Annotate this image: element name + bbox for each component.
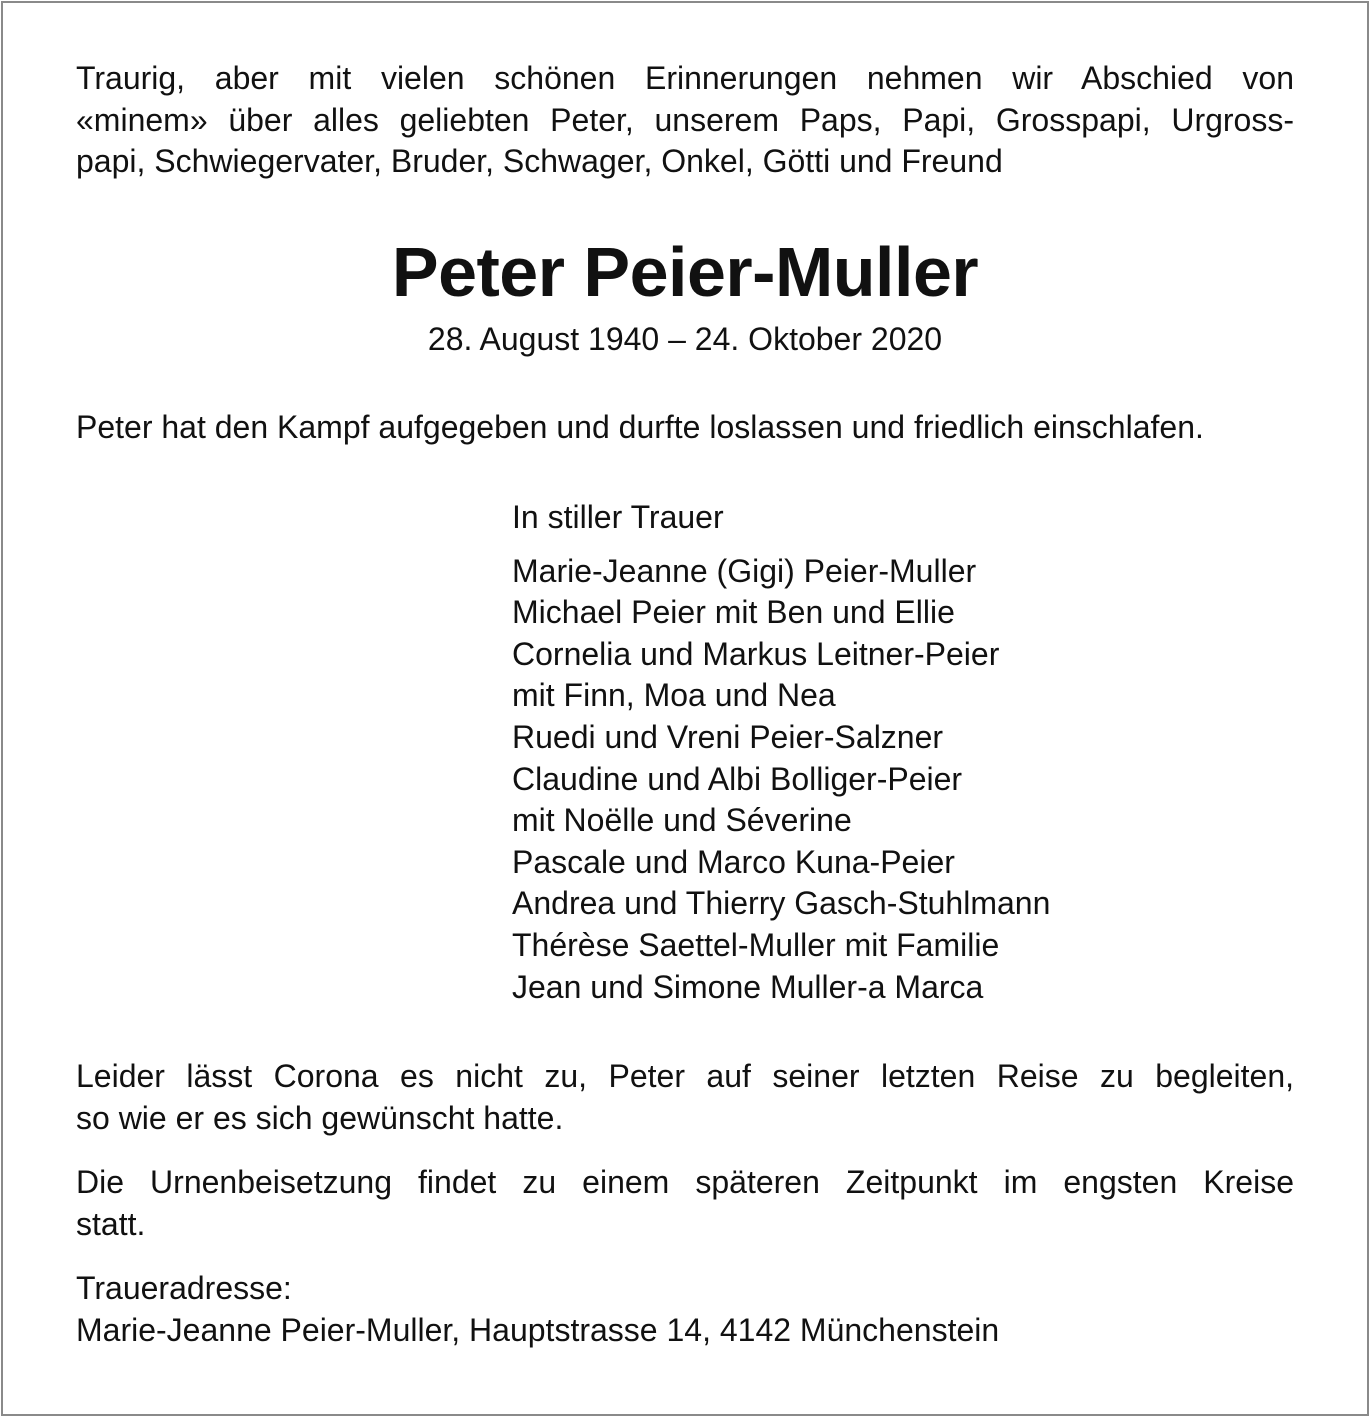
mourner-name: Jean und Simone Muller-a Marca bbox=[512, 968, 984, 1005]
mourner-name: Andrea und Thierry Gasch-Stuhlmann bbox=[512, 885, 1051, 922]
burial-paragraph bbox=[76, 1162, 1294, 1245]
mourner-name: Cornelia und Markus Leitner-Peier bbox=[512, 635, 1000, 672]
intro-line: papi, Schwiegervater, Bruder, Schwager, Onkel, Götti und Freund bbox=[76, 143, 1003, 179]
statement-text: Peter hat den Kampf aufgegeben und durfte loslassen und friedlich einschlafen. bbox=[76, 409, 1204, 445]
mourner-name: Thérèse Saettel-Muller mit Familie bbox=[512, 926, 1000, 963]
mourner-name: mit Finn, Moa und Nea bbox=[512, 677, 836, 714]
mourner-name: Pascale und Marco Kuna-Peier bbox=[512, 843, 955, 880]
address-paragraph bbox=[76, 1268, 1294, 1351]
mourner-name: mit Noëlle und Séverine bbox=[512, 802, 852, 839]
address-value: Marie-Jeanne Peier-Muller, Hauptstrasse 14, 4142 Münchenstein bbox=[76, 1311, 1000, 1348]
intro-line: «minem» über alles geliebten Peter, unserem Paps, Papi, Grosspapi, Urgross- bbox=[76, 101, 1294, 138]
mourner-name: Claudine und Albi Bolliger-Peier bbox=[512, 760, 963, 797]
mourner-name: Ruedi und Vreni Peier-Salzner bbox=[512, 718, 944, 755]
intro-line: Traurig, aber mit vielen schönen Erinnerungen nehmen wir Abschied von bbox=[76, 60, 1294, 96]
statement-paragraph bbox=[76, 407, 1294, 449]
mourner-name: Michael Peier mit Ben und Ellie bbox=[512, 594, 955, 631]
corona-line: so wie er es sich gewünscht hatte. bbox=[76, 1099, 564, 1136]
life-dates: 28. August 1940 – 24. Oktober 2020 bbox=[427, 321, 943, 357]
corona-paragraph bbox=[76, 1056, 1294, 1139]
mourners-label: In stiller Trauer bbox=[512, 499, 724, 535]
burial-line: statt. bbox=[76, 1205, 146, 1242]
address-label: Traueradresse: bbox=[76, 1270, 292, 1306]
corona-line: Leider lässt Corona es nicht zu, Peter auf seiner letzten Reise zu begleiten, bbox=[76, 1058, 1294, 1094]
deceased-name: Peter Peier-Muller bbox=[391, 233, 979, 311]
intro-paragraph bbox=[76, 58, 1294, 183]
mourners-list bbox=[512, 497, 1050, 1008]
burial-line: Die Urnenbeisetzung findet zu einem späteren Zeitpunkt im engsten Kreise bbox=[76, 1164, 1294, 1200]
mourner-name: Marie-Jeanne (Gigi) Peier-Muller bbox=[512, 552, 977, 589]
